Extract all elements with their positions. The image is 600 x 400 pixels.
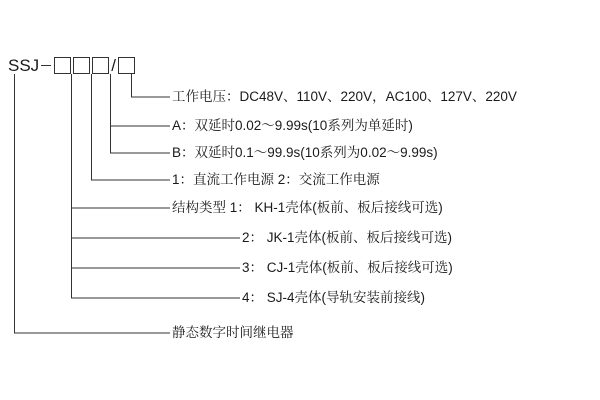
annotation-delay-a: A：双延时0.02～9.99s(10系列为单延时) xyxy=(172,118,413,133)
annotation-structure-type-1: 结构类型 1： KH-1壳体(板前、板后接线可选) xyxy=(172,200,443,215)
annotation-delay-b: B：双延时0.1～99.9s(10系列为0.02～9.99s) xyxy=(172,145,438,160)
annotation-device-name: 静态数字时间继电器 xyxy=(172,325,294,340)
annotation-power-supply: 1：直流工作电源 2：交流工作电源 xyxy=(172,172,380,187)
model-prefix: SSJ xyxy=(8,56,40,75)
annotation-working-voltage: 工作电压：DC48V、110V、220V，AC100、127V、220V xyxy=(172,89,517,104)
annotation-structure-type-3: 3： CJ-1壳体(板前、板后接线可选) xyxy=(242,260,453,275)
annotation-structure-type-4: 4： SJ-4壳体(导轨安装前接线) xyxy=(242,290,426,305)
annotation-structure-type-2: 2： JK-1壳体(板前、板后接线可选) xyxy=(242,230,453,245)
model-slash-separator: / xyxy=(111,56,116,75)
